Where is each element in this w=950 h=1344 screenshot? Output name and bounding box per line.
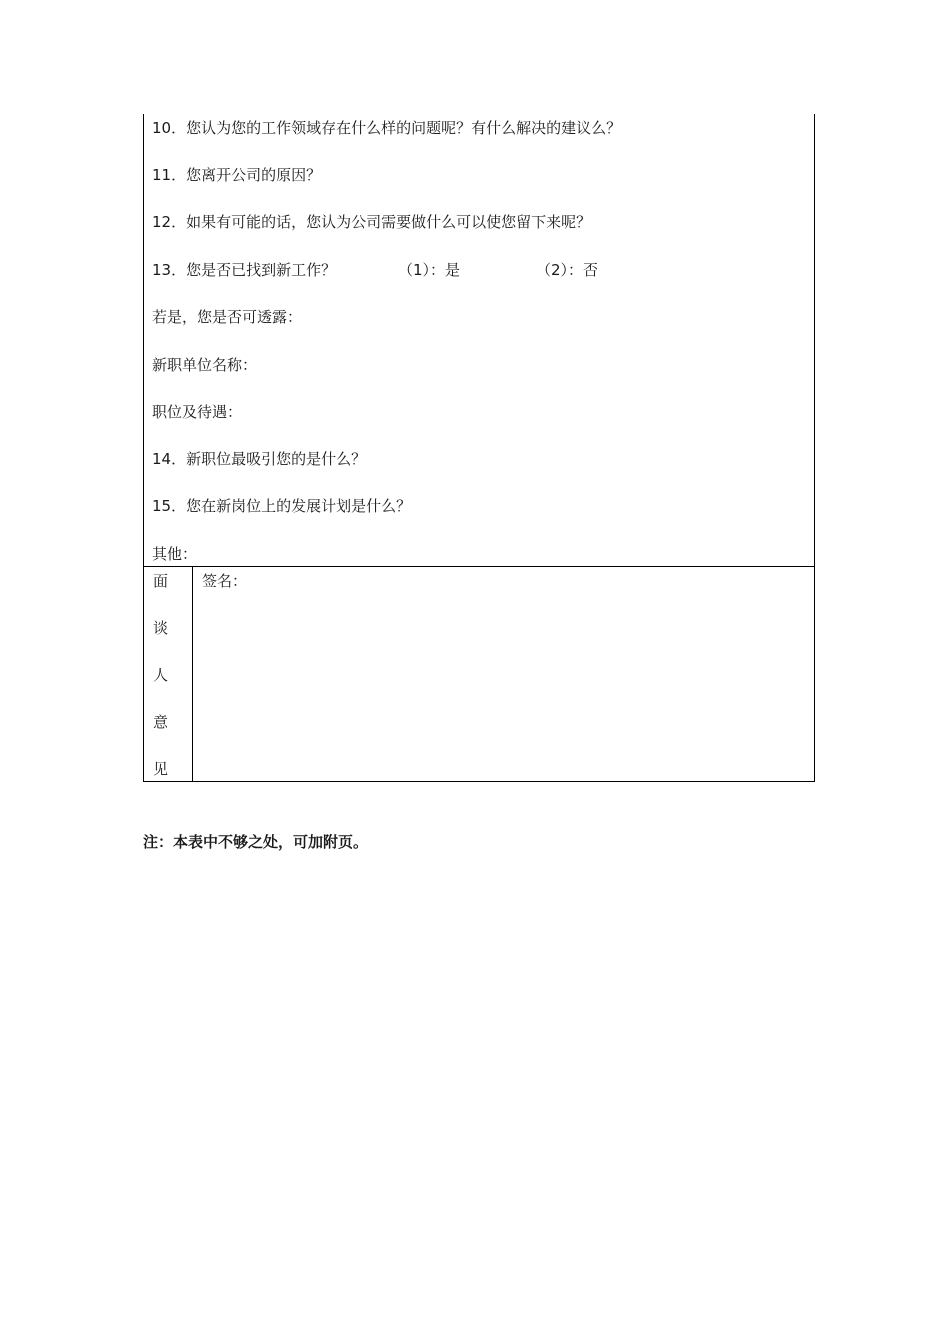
position-pay-label: 职位及待遇： xyxy=(152,403,243,421)
q13-option-no[interactable]: （2）：否 xyxy=(536,261,599,279)
if-yes-prompt: 若是，您是否可透露： xyxy=(152,308,303,326)
opinion-label-char: 意 xyxy=(153,713,169,731)
question-12: 12．如果有可能的话，您认为公司需要做什么可以使您留下来呢？ xyxy=(152,213,592,231)
question-10: 10．您认为您的工作领域存在什么样的问题呢？有什么解决的建议么？ xyxy=(152,119,622,137)
other-label: 其他： xyxy=(152,545,198,563)
question-15: 15．您在新岗位上的发展计划是什么？ xyxy=(152,497,412,515)
interviewer-opinion-table xyxy=(143,566,815,782)
question-11: 11．您离开公司的原因？ xyxy=(152,166,322,184)
question-13: 13．您是否已找到新工作？ xyxy=(152,261,337,279)
column-divider xyxy=(192,567,193,781)
opinion-label-char: 人 xyxy=(153,666,169,684)
opinion-label-char: 面 xyxy=(153,572,169,590)
signature-label: 签名： xyxy=(202,572,248,590)
new-employer-label: 新职单位名称： xyxy=(152,356,258,374)
footnote: 注：本表中不够之处，可加附页。 xyxy=(143,833,369,851)
question-14: 14．新职位最吸引您的是什么？ xyxy=(152,450,367,468)
q13-option-yes[interactable]: （1）：是 xyxy=(398,261,461,279)
opinion-label-char: 见 xyxy=(153,760,169,778)
opinion-label-char: 谈 xyxy=(153,619,169,637)
